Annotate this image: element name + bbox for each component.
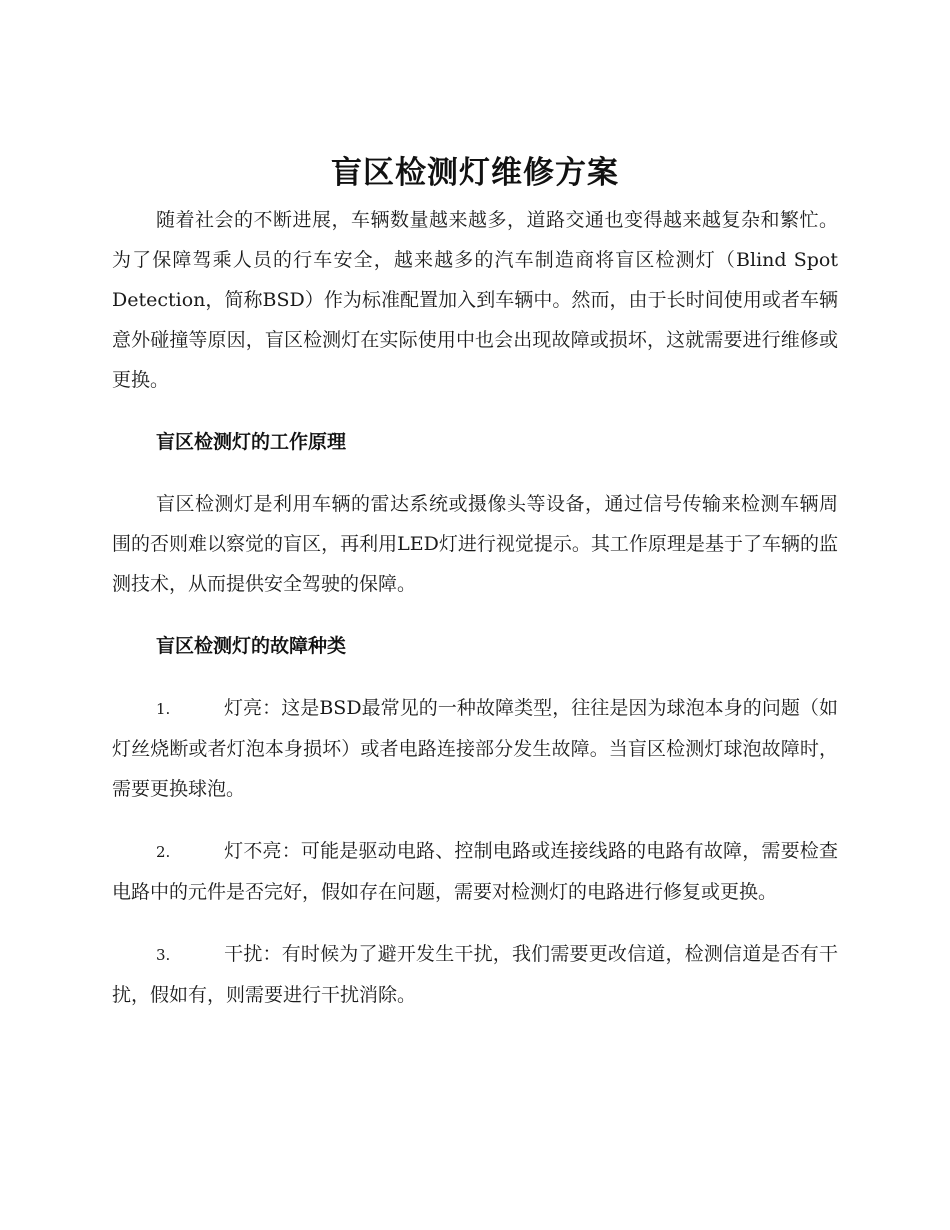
fault-list-item <box>112 831 838 912</box>
list-item-text: 灯不亮：可能是驱动电路、控制电路或连接线路的电路有故障，需要检查电路中的元件是否完好，假如存在问题，需要对检测灯的电路进行修复或更换。 <box>112 840 838 903</box>
section-heading-fault-types: 盲区检测灯的故障种类 <box>156 635 347 657</box>
document-title: 盲区检测灯维修方案 <box>331 155 619 191</box>
list-item-number: 3. <box>156 946 171 964</box>
working-principle-paragraph: 盲区检测灯是利用车辆的雷达系统或摄像头等设备，通过信号传输来检测车辆周围的否则难以察觉的盲区，再利用LED灯进行视觉提示。其工作原理是基于了车辆的监测技术，从而提供安全驾驶的保障。 <box>112 493 838 595</box>
section-heading-working-principle: 盲区检测灯的工作原理 <box>156 431 347 453</box>
fault-list-item <box>112 688 838 809</box>
list-item-number: 2. <box>156 843 171 861</box>
list-item-text: 灯亮：这是BSD最常见的一种故障类型，往往是因为球泡本身的问题（如灯丝烧断或者灯泡本身损坏）或者电路连接部分发生故障。当盲区检测灯球泡故障时，需要更换球泡。 <box>112 697 838 800</box>
intro-paragraph: 随着社会的不断进展，车辆数量越来越多，道路交通也变得越来越复杂和繁忙。为了保障驾乘人员的行车安全，越来越多的汽车制造商将盲区检测灯（Blind Spot Detection，简称BSD）作为标准配置加入到车辆中。然而，由于长时间使用或者车辆意外碰撞等原因，盲区检测灯在实际使用中也会出现故障或损坏，这就需要进行维修或更换。 <box>112 209 838 391</box>
list-item-number: 1. <box>156 700 171 718</box>
list-item-text: 干扰：有时候为了避开发生干扰，我们需要更改信道，检测信道是否有干扰，假如有，则需要进行干扰消除。 <box>112 943 838 1006</box>
fault-list-item <box>112 934 838 1015</box>
